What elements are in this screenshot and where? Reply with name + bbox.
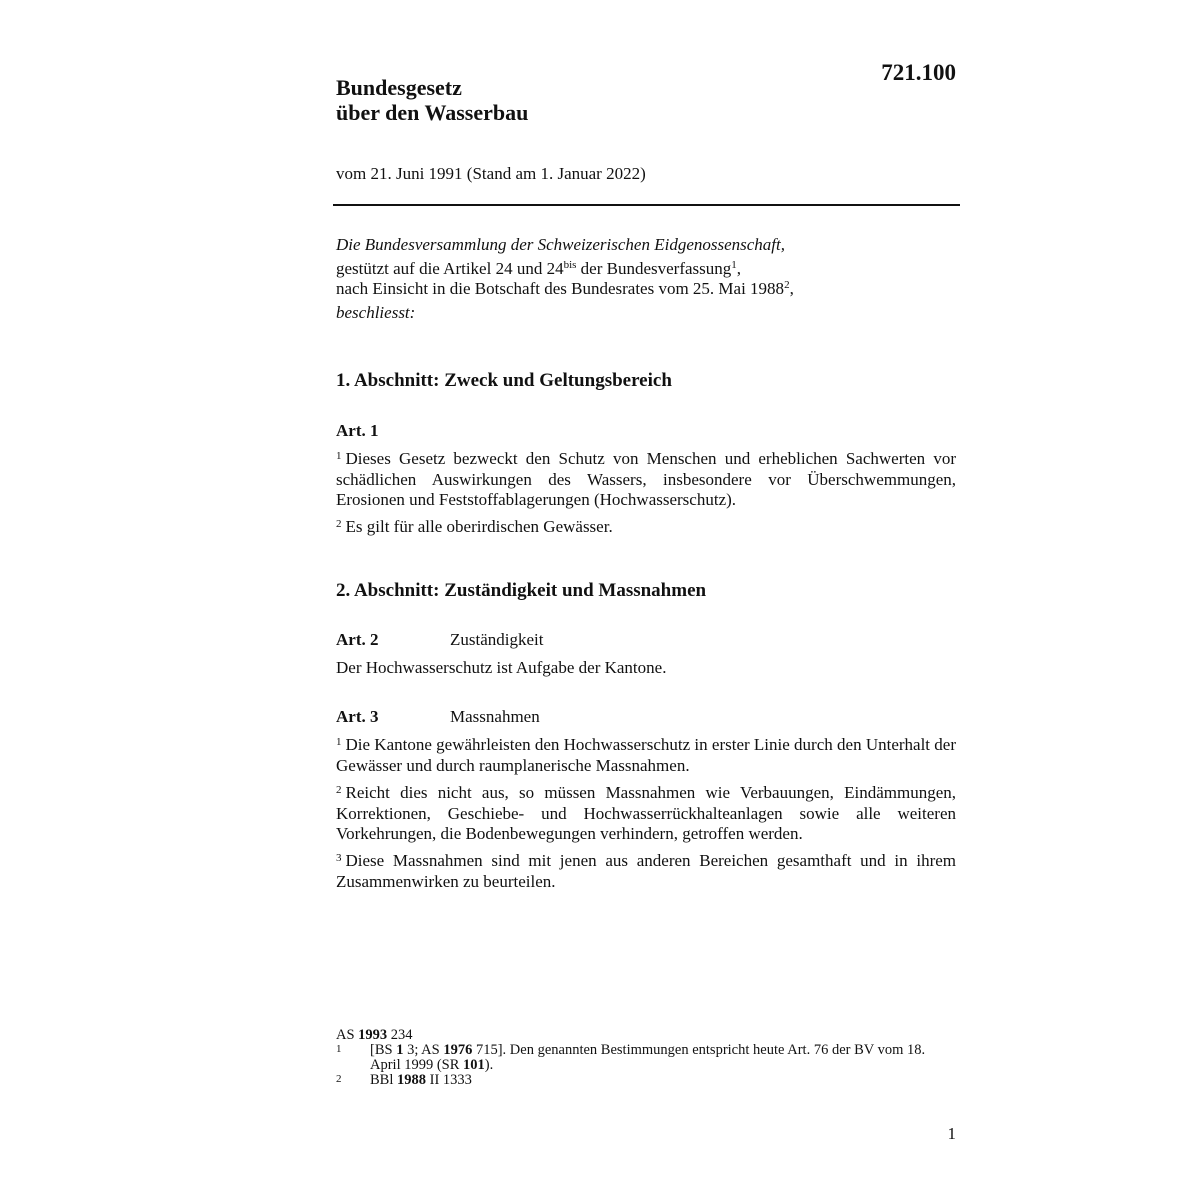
- footnote-number: 2: [336, 1073, 342, 1085]
- as-year: 1993: [358, 1027, 388, 1043]
- basis-end: ,: [736, 258, 742, 278]
- article-3-paragraph-2: [336, 783, 956, 845]
- preamble-basis: [336, 259, 956, 280]
- footnote-ref-2[interactable]: 2: [784, 279, 790, 291]
- law-title-line-2: über den Wasserbau: [336, 100, 529, 125]
- paragraph-number: 1: [336, 450, 342, 462]
- footnote-ref-1[interactable]: 1: [731, 258, 737, 271]
- paragraph-text: Reicht dies nicht aus, so müssen Massnahmen wie Verbauungen, Eindämmungen, Korrektionen, Geschiebe- und Hochwasserrückhalteanlagen sowie alle weiteren Vorkehrungen, die Bodenbewegungen verhindern, getroffen werden.: [336, 783, 956, 843]
- message-end: ,: [789, 279, 794, 298]
- basis-text: gestützt auf die Artikel 24 und 24: [336, 258, 564, 278]
- fn-bold-part: 1976: [443, 1042, 473, 1058]
- footnote-text: [370, 1043, 956, 1073]
- paragraph-number: 2: [336, 518, 342, 530]
- paragraph-number: 2: [336, 784, 342, 796]
- article-title: Massnahmen: [450, 707, 540, 726]
- fn-text-part: [BS: [370, 1042, 397, 1058]
- article-number: Art. 1: [336, 421, 379, 440]
- paragraph-text: Es gilt für alle oberirdischen Gewässer.: [345, 517, 613, 536]
- fn-text-part: BBl: [370, 1072, 397, 1088]
- article-3-paragraph-1: [336, 735, 956, 776]
- as-prefix: AS: [336, 1027, 355, 1043]
- fn-bold-part: 1988: [397, 1072, 426, 1088]
- sr-number: 721.100: [881, 60, 956, 85]
- article-number: Art. 2: [336, 630, 379, 649]
- preamble: [336, 235, 956, 323]
- preamble-issuer: Die Bundesversammlung der Schweizerischen Eidgenossenschaft,: [336, 235, 785, 254]
- article-1-paragraph-2: [336, 517, 956, 538]
- paragraph-number: 1: [336, 736, 342, 748]
- page-number: 1: [947, 1124, 956, 1143]
- paragraph-text: Die Kantone gewährleisten den Hochwasserschutz in erster Linie durch den Unterhalt der Gewässer und durch raumplanerische Massnahmen.: [336, 735, 956, 775]
- article-heading-2: [336, 630, 543, 650]
- footnote-number: 1: [336, 1043, 342, 1055]
- footnote-1: [336, 1043, 956, 1073]
- footnotes: [336, 1028, 956, 1088]
- section-heading-1: 1. Abschnitt: Zweck und Geltungsbereich: [336, 370, 672, 391]
- footnote-2: [336, 1073, 956, 1088]
- basis-superscript: bis: [563, 258, 577, 271]
- paragraph-text: Dieses Gesetz bezweckt den Schutz von Menschen und erheblichen Sachwerten vor schädlichen Auswirkungen des Wassers, insbesondere vor Überschwemmungen, Erosionen und Feststoffablagerungen (Hochwasserschutz).: [336, 449, 956, 509]
- article-title: Zuständigkeit: [450, 630, 544, 649]
- article-heading-3: [336, 707, 540, 727]
- header-rule: [333, 204, 960, 206]
- article-number: Art. 3: [336, 707, 379, 726]
- article-1-paragraph-1: [336, 449, 956, 511]
- preamble-message: [336, 279, 956, 300]
- fn-bold-part: 1: [396, 1042, 404, 1058]
- fn-bold-part: 101: [463, 1057, 485, 1073]
- date-line: vom 21. Juni 1991 (Stand am 1. Januar 2022): [336, 164, 646, 183]
- as-page: 234: [390, 1027, 413, 1043]
- article-heading-1: [336, 421, 450, 441]
- fn-text-part: ).: [484, 1057, 494, 1073]
- fn-text-part: 3; AS: [403, 1042, 444, 1058]
- preamble-decides: beschliesst:: [336, 302, 416, 322]
- message-text: nach Einsicht in die Botschaft des Bundesrates vom 25. Mai 1988: [336, 279, 785, 298]
- fn-text-part: II 1333: [426, 1072, 472, 1088]
- fn-text-part: 715]. Den genannten Bestimmungen entspricht heute Art. 76 der BV vom 18. April 1999 (SR: [370, 1042, 926, 1073]
- article-3-paragraph-3: [336, 851, 956, 892]
- paragraph-text: Der Hochwasserschutz ist Aufgabe der Kantone.: [336, 658, 667, 677]
- law-title-line-1: Bundesgesetz: [336, 75, 462, 100]
- basis-text-2: der Bundesverfassung: [576, 258, 732, 278]
- paragraph-text: Diese Massnahmen sind mit jenen aus anderen Bereichen gesamthaft und in ihrem Zusammenwirken zu beurteilen.: [336, 851, 956, 891]
- as-reference: [336, 1028, 956, 1043]
- law-title: [336, 75, 528, 125]
- paragraph-number: 3: [336, 852, 342, 864]
- section-heading-2: 2. Abschnitt: Zuständigkeit und Massnahmen: [336, 580, 707, 601]
- footnote-text: [370, 1073, 956, 1088]
- article-2-paragraph: [336, 658, 956, 679]
